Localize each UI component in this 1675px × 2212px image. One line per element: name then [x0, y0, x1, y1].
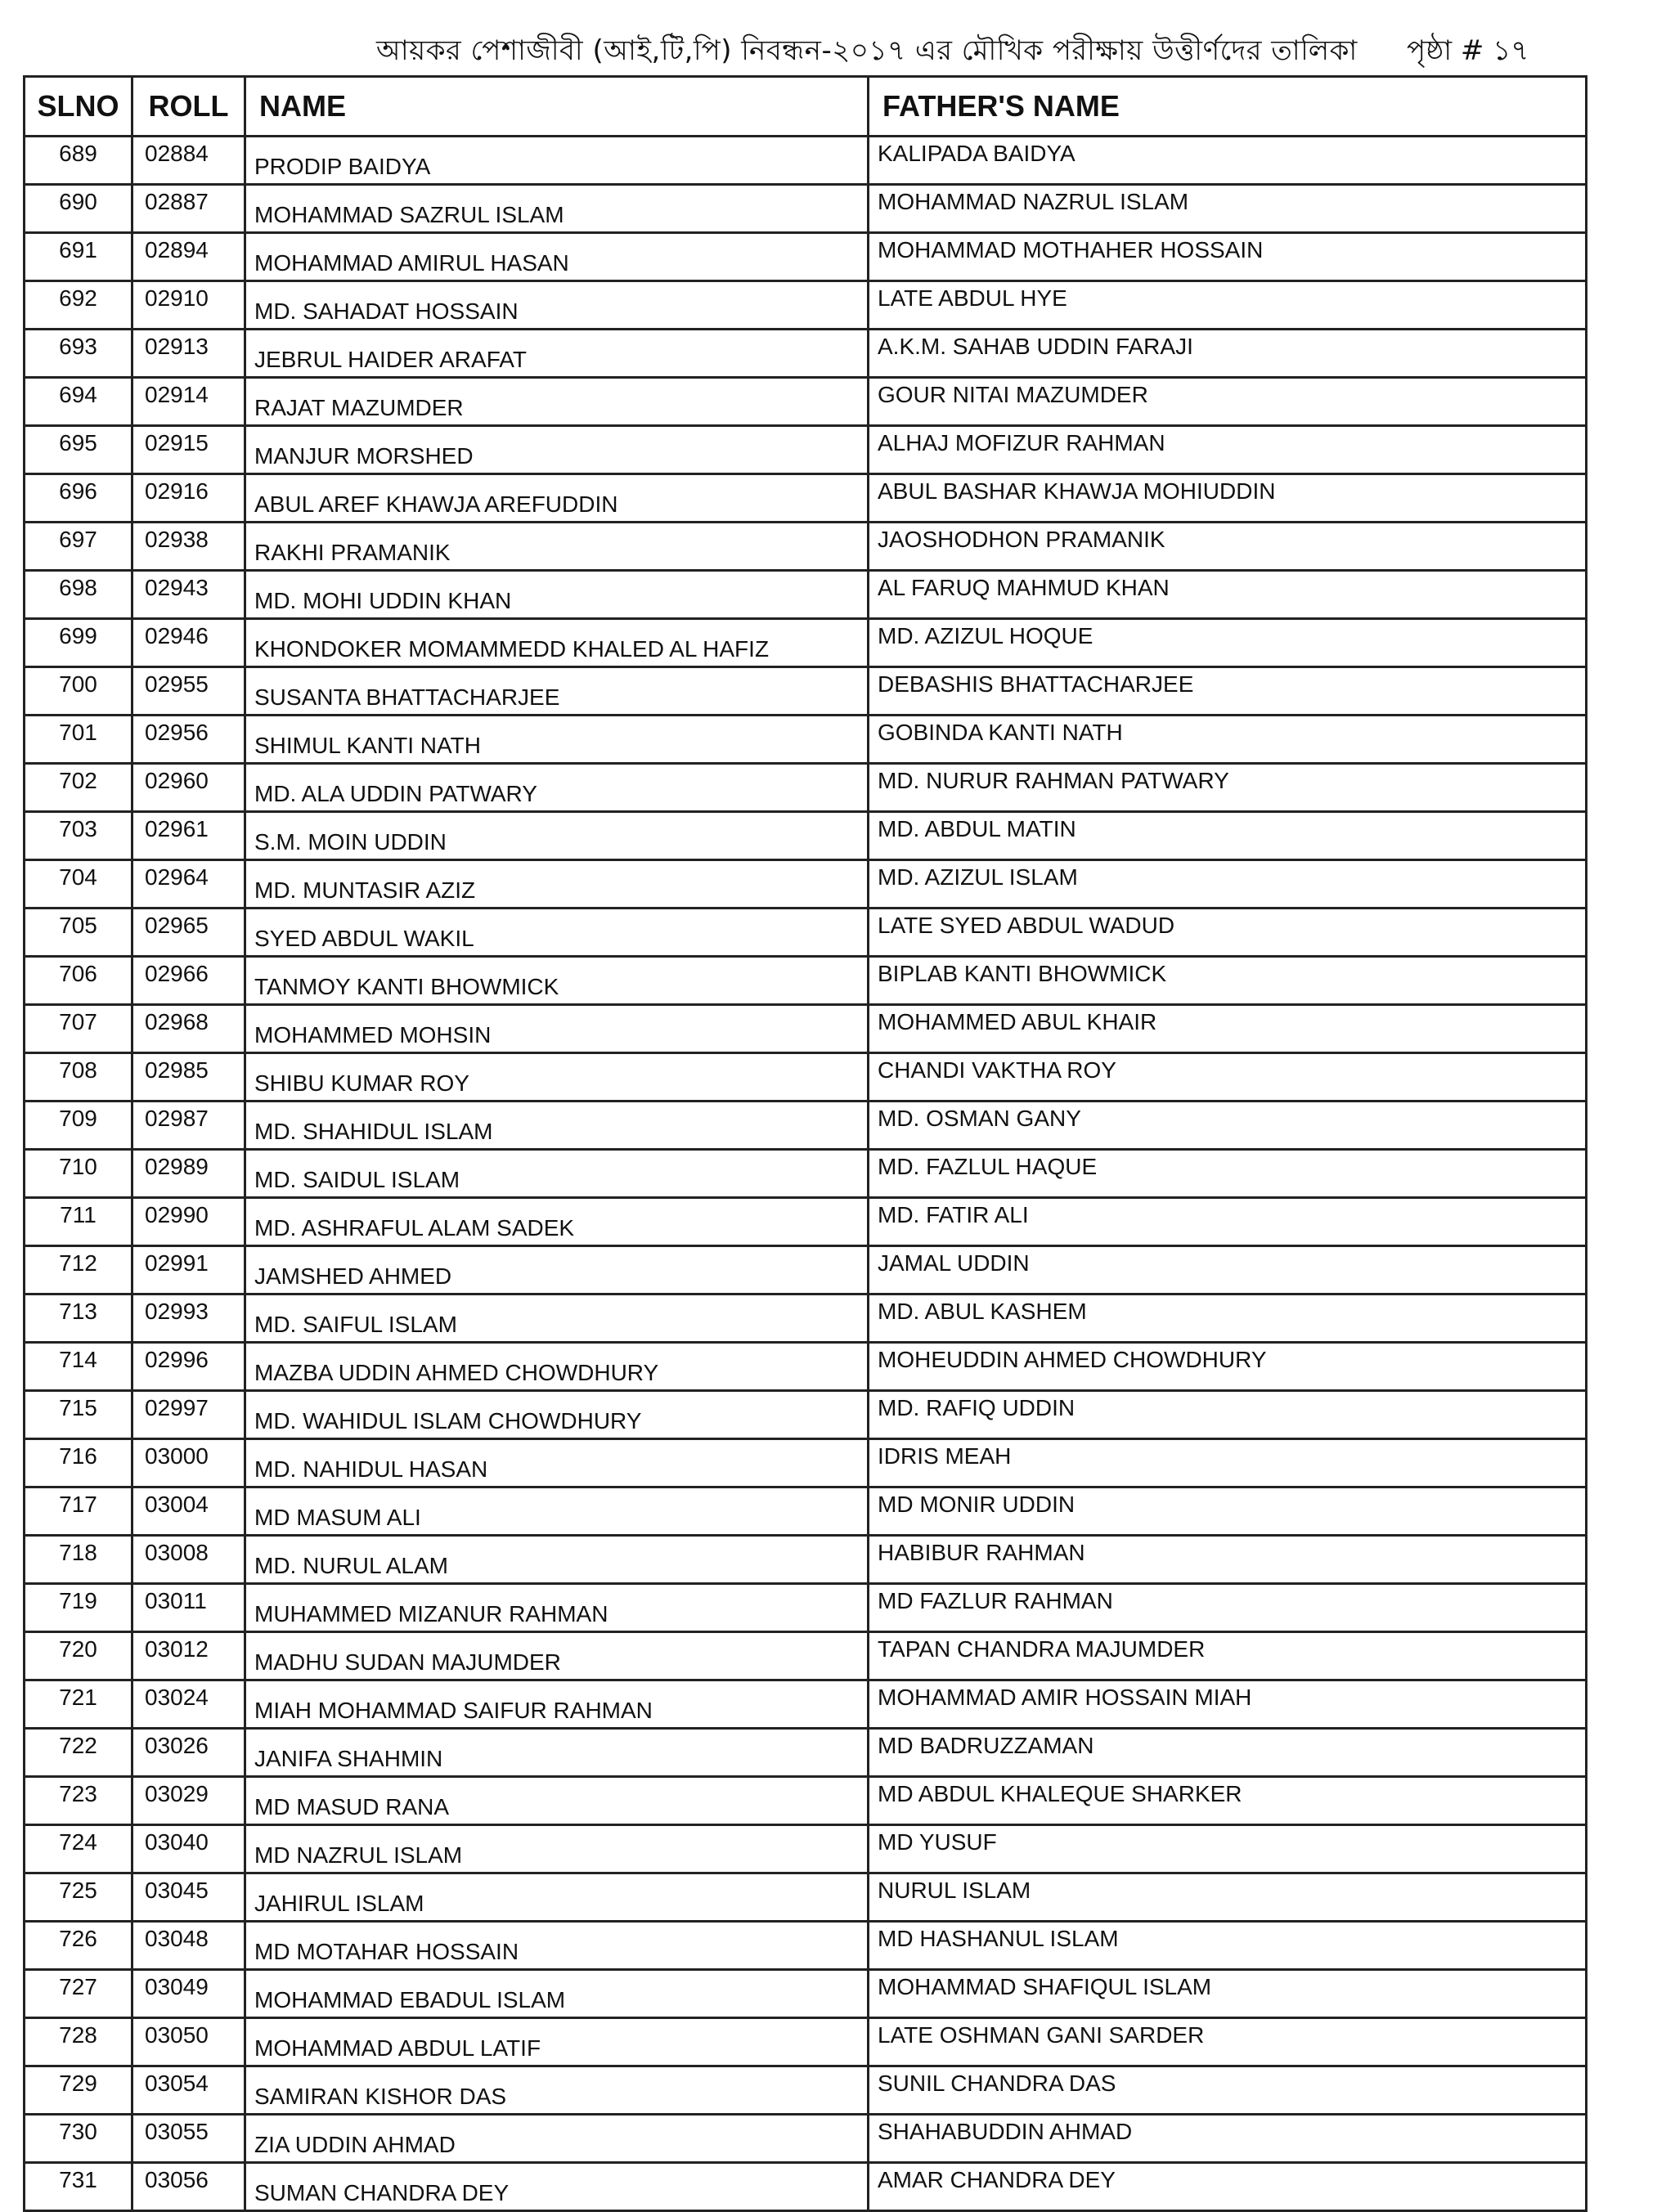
- table-row: [25, 1005, 1587, 1053]
- cell-roll: 02966: [132, 957, 245, 1005]
- cell-slno: 710: [25, 1150, 132, 1198]
- cell-roll: 02965: [132, 909, 245, 957]
- column-header-slno: SLNO: [25, 77, 132, 137]
- cell-slno: 689: [25, 137, 132, 185]
- cell-fathers-name: MD. ABUL KASHEM: [869, 1294, 1587, 1343]
- table-row: [25, 474, 1587, 523]
- cell-fathers-name: TAPAN CHANDRA MAJUMDER: [869, 1632, 1587, 1680]
- cell-name: ZIA UDDIN AHMAD: [245, 2115, 869, 2163]
- cell-roll: 03049: [132, 1970, 245, 2018]
- document-title: আয়কর পেশাজীবী (আই,টি,পি) নিবন্ধন-২০১৭ এর মৌখিক পরীক্ষায় উত্তীর্ণদের তালিকা: [376, 34, 1358, 67]
- cell-fathers-name: MOHAMMED ABUL KHAIR: [869, 1005, 1587, 1053]
- cell-roll: 03054: [132, 2066, 245, 2115]
- cell-name: MADHU SUDAN MAJUMDER: [245, 1632, 869, 1680]
- table-row: [25, 1536, 1587, 1584]
- cell-roll: 03011: [132, 1584, 245, 1632]
- cell-fathers-name: LATE ABDUL HYE: [869, 281, 1587, 330]
- cell-fathers-name: SHAHABUDDIN AHMAD: [869, 2115, 1587, 2163]
- table-row: [25, 1873, 1587, 1922]
- table-body: [25, 137, 1587, 2211]
- cell-slno: 724: [25, 1825, 132, 1873]
- table-row: [25, 185, 1587, 233]
- results-table: [23, 75, 1587, 2212]
- table-row: [25, 2115, 1587, 2163]
- table-row: [25, 2018, 1587, 2066]
- cell-roll: 03040: [132, 1825, 245, 1873]
- cell-name: KHONDOKER MOMAMMEDD KHALED AL HAFIZ: [245, 619, 869, 667]
- cell-name: SAMIRAN KISHOR DAS: [245, 2066, 869, 2115]
- cell-roll: 03056: [132, 2163, 245, 2211]
- cell-name: MANJUR MORSHED: [245, 426, 869, 474]
- cell-slno: 695: [25, 426, 132, 474]
- cell-roll: 02884: [132, 137, 245, 185]
- cell-fathers-name: A.K.M. SAHAB UDDIN FARAJI: [869, 330, 1587, 378]
- column-header-roll: ROLL: [132, 77, 245, 137]
- table-row: [25, 1102, 1587, 1150]
- table-row: [25, 1584, 1587, 1632]
- table-header-row: [25, 77, 1587, 137]
- cell-roll: 02894: [132, 233, 245, 281]
- cell-name: MD. SAIDUL ISLAM: [245, 1150, 869, 1198]
- column-header-fathers-name: FATHER'S NAME: [869, 77, 1587, 137]
- cell-roll: 02913: [132, 330, 245, 378]
- cell-name: ABUL AREF KHAWJA AREFUDDIN: [245, 474, 869, 523]
- cell-fathers-name: MOHAMMAD NAZRUL ISLAM: [869, 185, 1587, 233]
- cell-fathers-name: CHANDI VAKTHA ROY: [869, 1053, 1587, 1102]
- cell-roll: 02946: [132, 619, 245, 667]
- table-row: [25, 1246, 1587, 1294]
- cell-name: MAZBA UDDIN AHMED CHOWDHURY: [245, 1343, 869, 1391]
- table-row: [25, 619, 1587, 667]
- table-row: [25, 1487, 1587, 1536]
- cell-fathers-name: MD MONIR UDDIN: [869, 1487, 1587, 1536]
- cell-name: SUMAN CHANDRA DEY: [245, 2163, 869, 2211]
- cell-slno: 690: [25, 185, 132, 233]
- cell-fathers-name: SUNIL CHANDRA DAS: [869, 2066, 1587, 2115]
- cell-fathers-name: MD FAZLUR RAHMAN: [869, 1584, 1587, 1632]
- cell-roll: 02943: [132, 571, 245, 619]
- cell-slno: 725: [25, 1873, 132, 1922]
- cell-slno: 723: [25, 1777, 132, 1825]
- cell-fathers-name: MD. RAFIQ UDDIN: [869, 1391, 1587, 1439]
- table-row: [25, 1198, 1587, 1246]
- cell-fathers-name: MD. ABDUL MATIN: [869, 812, 1587, 860]
- table-row: [25, 137, 1587, 185]
- cell-slno: 707: [25, 1005, 132, 1053]
- cell-roll: 03045: [132, 1873, 245, 1922]
- table-row: [25, 2066, 1587, 2115]
- cell-name: JAHIRUL ISLAM: [245, 1873, 869, 1922]
- cell-name: MD MOTAHAR HOSSAIN: [245, 1922, 869, 1970]
- table-row: [25, 571, 1587, 619]
- cell-slno: 726: [25, 1922, 132, 1970]
- cell-fathers-name: MD BADRUZZAMAN: [869, 1729, 1587, 1777]
- table-row: [25, 1391, 1587, 1439]
- table-row: [25, 1294, 1587, 1343]
- cell-slno: 696: [25, 474, 132, 523]
- cell-name: MD. MUNTASIR AZIZ: [245, 860, 869, 909]
- results-table-container: [23, 75, 1585, 2212]
- cell-fathers-name: MD YUSUF: [869, 1825, 1587, 1873]
- cell-slno: 701: [25, 716, 132, 764]
- cell-fathers-name: DEBASHIS BHATTACHARJEE: [869, 667, 1587, 716]
- cell-name: RAKHI PRAMANIK: [245, 523, 869, 571]
- table-row: [25, 716, 1587, 764]
- cell-roll: 03048: [132, 1922, 245, 1970]
- cell-name: MD. WAHIDUL ISLAM CHOWDHURY: [245, 1391, 869, 1439]
- cell-name: MD. NURUL ALAM: [245, 1536, 869, 1584]
- table-row: [25, 1970, 1587, 2018]
- cell-name: MOHAMMED MOHSIN: [245, 1005, 869, 1053]
- cell-slno: 709: [25, 1102, 132, 1150]
- cell-fathers-name: MD. FAZLUL HAQUE: [869, 1150, 1587, 1198]
- table-row: [25, 2163, 1587, 2211]
- cell-roll: 03012: [132, 1632, 245, 1680]
- cell-name: PRODIP BAIDYA: [245, 137, 869, 185]
- cell-slno: 691: [25, 233, 132, 281]
- cell-slno: 721: [25, 1680, 132, 1729]
- cell-roll: 02993: [132, 1294, 245, 1343]
- cell-name: MOHAMMAD EBADUL ISLAM: [245, 1970, 869, 2018]
- cell-slno: 731: [25, 2163, 132, 2211]
- table-row: [25, 426, 1587, 474]
- cell-name: S.M. MOIN UDDIN: [245, 812, 869, 860]
- table-row: [25, 957, 1587, 1005]
- cell-slno: 702: [25, 764, 132, 812]
- cell-slno: 727: [25, 1970, 132, 2018]
- cell-slno: 715: [25, 1391, 132, 1439]
- cell-name: MUHAMMED MIZANUR RAHMAN: [245, 1584, 869, 1632]
- cell-name: TANMOY KANTI BHOWMICK: [245, 957, 869, 1005]
- cell-slno: 704: [25, 860, 132, 909]
- cell-roll: 02961: [132, 812, 245, 860]
- cell-slno: 694: [25, 378, 132, 426]
- table-row: [25, 233, 1587, 281]
- cell-roll: 02887: [132, 185, 245, 233]
- cell-fathers-name: ABUL BASHAR KHAWJA MOHIUDDIN: [869, 474, 1587, 523]
- table-row: [25, 1150, 1587, 1198]
- cell-name: MOHAMMAD SAZRUL ISLAM: [245, 185, 869, 233]
- cell-name: MD. ASHRAFUL ALAM SADEK: [245, 1198, 869, 1246]
- cell-slno: 697: [25, 523, 132, 571]
- cell-name: MD. ALA UDDIN PATWARY: [245, 764, 869, 812]
- cell-fathers-name: MD HASHANUL ISLAM: [869, 1922, 1587, 1970]
- cell-fathers-name: NURUL ISLAM: [869, 1873, 1587, 1922]
- table-row: [25, 1680, 1587, 1729]
- cell-slno: 722: [25, 1729, 132, 1777]
- cell-slno: 730: [25, 2115, 132, 2163]
- cell-fathers-name: JAMAL UDDIN: [869, 1246, 1587, 1294]
- cell-roll: 03026: [132, 1729, 245, 1777]
- cell-roll: 02964: [132, 860, 245, 909]
- table-row: [25, 909, 1587, 957]
- cell-name: MD MASUD RANA: [245, 1777, 869, 1825]
- table-row: [25, 1825, 1587, 1873]
- cell-fathers-name: IDRIS MEAH: [869, 1439, 1587, 1487]
- cell-fathers-name: MOHAMMAD SHAFIQUL ISLAM: [869, 1970, 1587, 2018]
- cell-name: MOHAMMAD AMIRUL HASAN: [245, 233, 869, 281]
- table-row: [25, 667, 1587, 716]
- cell-fathers-name: MOHAMMAD AMIR HOSSAIN MIAH: [869, 1680, 1587, 1729]
- cell-slno: 728: [25, 2018, 132, 2066]
- cell-slno: 719: [25, 1584, 132, 1632]
- cell-slno: 716: [25, 1439, 132, 1487]
- table-row: [25, 812, 1587, 860]
- cell-roll: 02989: [132, 1150, 245, 1198]
- cell-fathers-name: KALIPADA BAIDYA: [869, 137, 1587, 185]
- table-row: [25, 764, 1587, 812]
- cell-roll: 02990: [132, 1198, 245, 1246]
- cell-name: MD. SHAHIDUL ISLAM: [245, 1102, 869, 1150]
- cell-fathers-name: MD. FATIR ALI: [869, 1198, 1587, 1246]
- cell-name: MD. SAIFUL ISLAM: [245, 1294, 869, 1343]
- cell-name: SHIBU KUMAR ROY: [245, 1053, 869, 1102]
- cell-name: MD MASUM ALI: [245, 1487, 869, 1536]
- cell-name: MIAH MOHAMMAD SAIFUR RAHMAN: [245, 1680, 869, 1729]
- cell-roll: 02915: [132, 426, 245, 474]
- cell-slno: 708: [25, 1053, 132, 1102]
- table-row: [25, 1632, 1587, 1680]
- cell-name: MOHAMMAD ABDUL LATIF: [245, 2018, 869, 2066]
- cell-slno: 713: [25, 1294, 132, 1343]
- cell-roll: 02968: [132, 1005, 245, 1053]
- cell-slno: 729: [25, 2066, 132, 2115]
- cell-name: JAMSHED AHMED: [245, 1246, 869, 1294]
- table-row: [25, 860, 1587, 909]
- cell-fathers-name: MD. AZIZUL HOQUE: [869, 619, 1587, 667]
- cell-roll: 02987: [132, 1102, 245, 1150]
- cell-roll: 02960: [132, 764, 245, 812]
- cell-roll: 02996: [132, 1343, 245, 1391]
- cell-roll: 02914: [132, 378, 245, 426]
- cell-slno: 711: [25, 1198, 132, 1246]
- cell-fathers-name: MOHAMMAD MOTHAHER HOSSAIN: [869, 233, 1587, 281]
- cell-fathers-name: AL FARUQ MAHMUD KHAN: [869, 571, 1587, 619]
- table-row: [25, 1777, 1587, 1825]
- cell-roll: 02985: [132, 1053, 245, 1102]
- cell-slno: 720: [25, 1632, 132, 1680]
- cell-roll: 02991: [132, 1246, 245, 1294]
- cell-fathers-name: JAOSHODHON PRAMANIK: [869, 523, 1587, 571]
- cell-name: SUSANTA BHATTACHARJEE: [245, 667, 869, 716]
- cell-slno: 700: [25, 667, 132, 716]
- cell-name: MD. SAHADAT HOSSAIN: [245, 281, 869, 330]
- table-row: [25, 378, 1587, 426]
- cell-name: MD. NAHIDUL HASAN: [245, 1439, 869, 1487]
- cell-fathers-name: BIPLAB KANTI BHOWMICK: [869, 957, 1587, 1005]
- cell-fathers-name: AMAR CHANDRA DEY: [869, 2163, 1587, 2211]
- cell-fathers-name: GOBINDA KANTI NATH: [869, 716, 1587, 764]
- table-row: [25, 1343, 1587, 1391]
- cell-fathers-name: LATE SYED ABDUL WADUD: [869, 909, 1587, 957]
- cell-roll: 02955: [132, 667, 245, 716]
- cell-name: JEBRUL HAIDER ARAFAT: [245, 330, 869, 378]
- cell-name: SHIMUL KANTI NATH: [245, 716, 869, 764]
- cell-fathers-name: MD. OSMAN GANY: [869, 1102, 1587, 1150]
- cell-roll: 03000: [132, 1439, 245, 1487]
- cell-slno: 705: [25, 909, 132, 957]
- cell-fathers-name: HABIBUR RAHMAN: [869, 1536, 1587, 1584]
- cell-roll: 02916: [132, 474, 245, 523]
- cell-slno: 718: [25, 1536, 132, 1584]
- table-row: [25, 1922, 1587, 1970]
- cell-slno: 693: [25, 330, 132, 378]
- cell-name: JANIFA SHAHMIN: [245, 1729, 869, 1777]
- cell-fathers-name: MD. NURUR RAHMAN PATWARY: [869, 764, 1587, 812]
- cell-fathers-name: GOUR NITAI MAZUMDER: [869, 378, 1587, 426]
- page-header: [0, 25, 1675, 74]
- column-header-name: NAME: [245, 77, 869, 137]
- cell-slno: 703: [25, 812, 132, 860]
- cell-fathers-name: MD ABDUL KHALEQUE SHARKER: [869, 1777, 1587, 1825]
- cell-roll: 03008: [132, 1536, 245, 1584]
- cell-slno: 712: [25, 1246, 132, 1294]
- cell-roll: 03024: [132, 1680, 245, 1729]
- cell-name: MD NAZRUL ISLAM: [245, 1825, 869, 1873]
- cell-slno: 698: [25, 571, 132, 619]
- cell-roll: 02997: [132, 1391, 245, 1439]
- table-row: [25, 281, 1587, 330]
- cell-roll: 03050: [132, 2018, 245, 2066]
- cell-fathers-name: MD. AZIZUL ISLAM: [869, 860, 1587, 909]
- cell-fathers-name: MOHEUDDIN AHMED CHOWDHURY: [869, 1343, 1587, 1391]
- cell-roll: 03004: [132, 1487, 245, 1536]
- page-number: পৃষ্ঠা # ১৭: [1407, 34, 1529, 67]
- cell-roll: 02938: [132, 523, 245, 571]
- table-row: [25, 1439, 1587, 1487]
- cell-slno: 699: [25, 619, 132, 667]
- table-row: [25, 330, 1587, 378]
- cell-name: RAJAT MAZUMDER: [245, 378, 869, 426]
- cell-slno: 717: [25, 1487, 132, 1536]
- cell-roll: 02956: [132, 716, 245, 764]
- cell-slno: 714: [25, 1343, 132, 1391]
- table-row: [25, 523, 1587, 571]
- cell-roll: 03055: [132, 2115, 245, 2163]
- table-row: [25, 1053, 1587, 1102]
- cell-roll: 03029: [132, 1777, 245, 1825]
- cell-name: MD. MOHI UDDIN KHAN: [245, 571, 869, 619]
- cell-fathers-name: LATE OSHMAN GANI SARDER: [869, 2018, 1587, 2066]
- cell-roll: 02910: [132, 281, 245, 330]
- cell-slno: 706: [25, 957, 132, 1005]
- cell-fathers-name: ALHAJ MOFIZUR RAHMAN: [869, 426, 1587, 474]
- table-row: [25, 1729, 1587, 1777]
- cell-name: SYED ABDUL WAKIL: [245, 909, 869, 957]
- cell-slno: 692: [25, 281, 132, 330]
